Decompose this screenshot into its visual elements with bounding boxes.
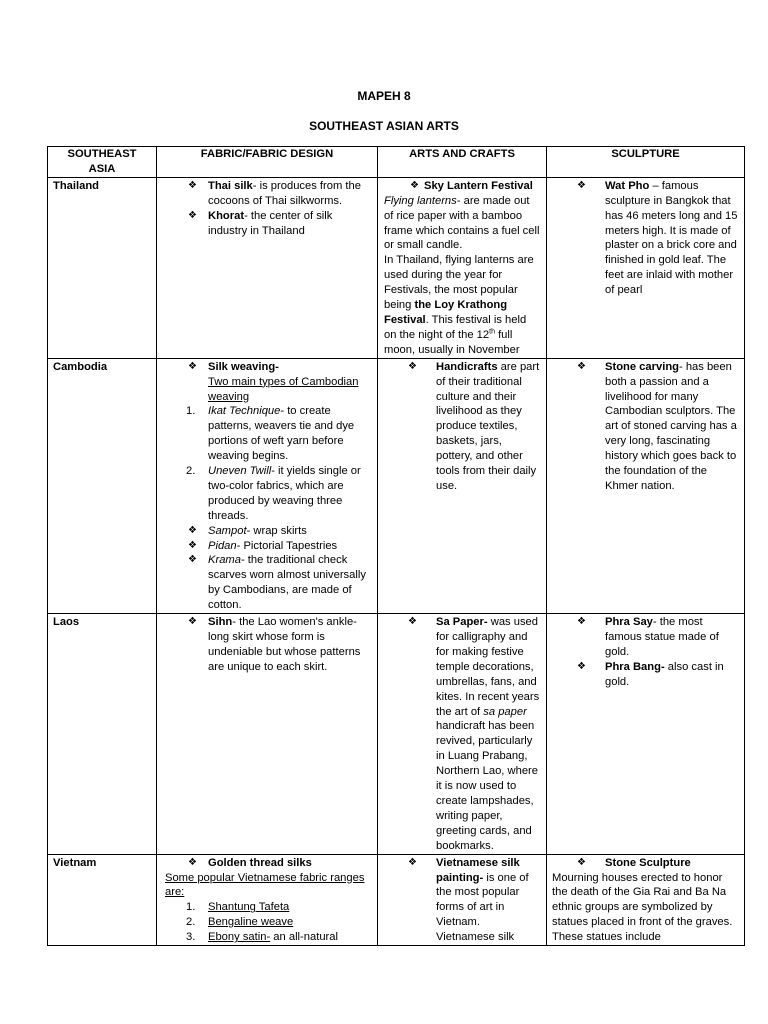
list-item: ❖ Thai silk- is produces from the cocoons of Thai silkworms.	[162, 179, 372, 209]
paragraph: In Thailand, flying lanterns are used during the year for Festivals, the most popular being the Loy Krathong Festival. This festival is held on the night of the 12th full moon, usually in November	[384, 254, 534, 356]
list-item: ❖ Silk weaving-	[162, 360, 372, 375]
table-row-laos	[48, 614, 745, 855]
thailand-fabric	[157, 177, 378, 358]
list-item: ❖ Stone carving- has been both a passion and a livelihood for many Cambodian sculptors. The art of stoned carving has a very long, fascinating history which goes back to the foundation of the Khmer nation.	[552, 360, 739, 494]
list-item: ❖ Sky Lantern Festival	[384, 179, 541, 194]
list-item: ❖ Sihn- the Lao women's ankle-long skirt whose form is undeniable but whose patterns are unique to each skirt.	[162, 615, 372, 675]
cambodia-sculpture	[547, 358, 745, 613]
vietnam-arts	[378, 854, 547, 945]
table-row-thailand	[48, 177, 745, 358]
laos-arts	[378, 614, 547, 855]
header-sculpture: SCULPTURE	[547, 147, 745, 178]
country-vietnam: Vietnam	[48, 854, 157, 945]
list-item: ❖ Sampot- wrap skirts	[162, 524, 372, 539]
cambodia-arts	[378, 358, 547, 613]
laos-sculpture	[547, 614, 745, 855]
country-cambodia: Cambodia	[48, 358, 157, 613]
list-item: ❖ Phra Bang- also cast in gold.	[552, 660, 739, 690]
list-item: ❖ Phra Say- the most famous statue made of gold.	[552, 615, 739, 660]
list-item: ❖ Sa Paper- was used for calligraphy and for making festive temple decorations, umbrellas, fans, and kites. In recent years the art of sa paper handicraft has been revived, particularly in Luang Prabang, Northern Lao, where it is now used to create lampshades, writing paper, greeting cards, and bookmarks.	[383, 615, 541, 854]
list-item: 3. Ebony satin- an all-natural	[186, 931, 338, 944]
vietnam-sculpture	[547, 854, 745, 945]
arts-table	[47, 146, 745, 946]
table-row-vietnam	[48, 854, 745, 945]
list-item: 2. Uneven Twill- it yields single or two-color fabrics, which are produced by weaving three threads.	[186, 465, 361, 522]
list-item: 2. Bengaline weave	[186, 916, 294, 929]
paragraph: Flying lanterns- are made out of rice paper with a bamboo frame which contains a fuel cell or small candle.	[384, 194, 540, 252]
sub-heading: Two main types of Cambodian weaving	[208, 375, 359, 403]
paragraph: Mourning houses erected to honor the death of the Gia Rai and Ba Na ethnic groups are symbolized by statues placed in front of the graves. These statues include	[552, 871, 733, 944]
list-item: ❖ Pidan- Pictorial Tapestries	[162, 539, 372, 554]
list-item: ❖ Vietnamese silk painting- is one of the most popular forms of art in Vietnam. Vietnamese silk	[383, 856, 541, 945]
header-arts-crafts: ARTS AND CRAFTS	[378, 147, 547, 178]
list-item: ❖ Khorat- the center of silk industry in Thailand	[162, 209, 372, 239]
thailand-sculpture	[547, 177, 745, 358]
list-item: ❖ Golden thread silks	[162, 856, 372, 871]
table-row-cambodia	[48, 358, 745, 613]
laos-fabric	[157, 614, 378, 855]
thailand-arts	[378, 177, 547, 358]
header-row	[48, 147, 745, 178]
list-item: ❖ Wat Pho – famous sculpture in Bangkok that has 46 meters long and 15 meters high. It is made of plaster on a brick core and finished in gold leaf. The feet are inlaid with mother of pearl	[552, 179, 739, 298]
list-item: ❖ Handicrafts are part of their traditional culture and their livelihood as they produce textiles, baskets, jars, pottery, and other tools from their daily use.	[383, 360, 541, 494]
cambodia-fabric	[157, 358, 378, 613]
list-item: ❖ Stone Sculpture	[552, 856, 739, 871]
header-southeast-asia: SOUTHEAST ASIA	[48, 147, 157, 178]
list-item: ❖ Krama- the traditional check scarves worn almost universally by Cambodians, are made of cotton.	[162, 553, 372, 613]
country-thailand: Thailand	[48, 177, 157, 358]
list-item: 1. Ikat Technique- to create patterns, weavers tie and dye portions of weft yarn before weaving begins.	[186, 405, 355, 463]
document-subtitle: SOUTHEAST ASIAN ARTS	[309, 119, 459, 133]
sub-heading: Some popular Vietnamese fabric ranges are:	[165, 871, 365, 899]
list-item: 1. Shantung Tafeta	[186, 901, 290, 914]
document-title: MAPEH 8	[357, 89, 411, 103]
vietnam-fabric	[157, 854, 378, 945]
country-laos: Laos	[48, 614, 157, 855]
header-fabric-design: FABRIC/FABRIC DESIGN	[157, 147, 378, 178]
